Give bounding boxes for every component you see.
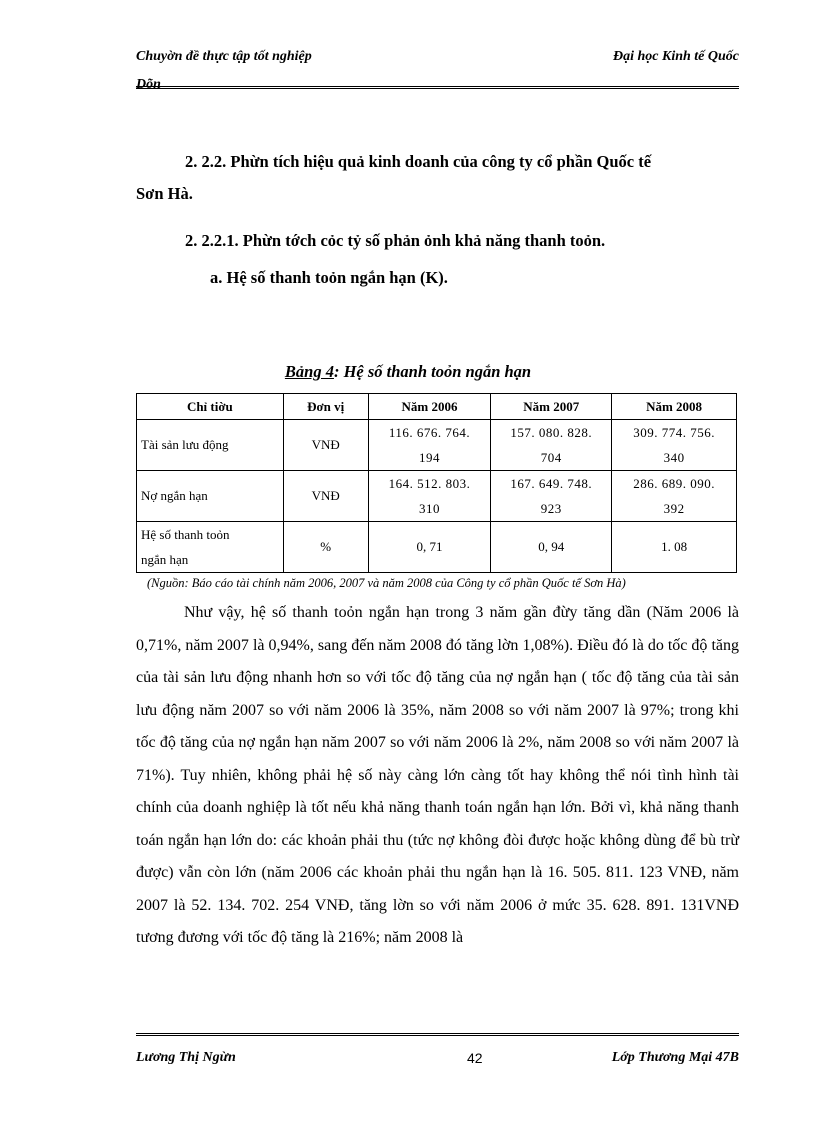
col-header-unit: Đơn vị <box>283 394 368 420</box>
table-caption-title: : Hệ số thanh toỏn ngắn hạn <box>333 362 532 381</box>
table-source-note: (Nguồn: Báo cáo tài chính năm 2006, 2007 và năm 2008 của Công ty cổ phần Quốc tế Sơn Hà) <box>147 576 626 590</box>
cell-2006: 116. 676. 764. 194 <box>368 420 491 471</box>
section-heading-2-2-2: 2. 2.2. Phừn tích hiệu quả kinh doanh của công ty cổ phần Quốc tế <box>185 152 652 171</box>
col-header-2007: Năm 2007 <box>491 394 612 420</box>
col-header-2006: Năm 2006 <box>368 394 491 420</box>
col-header-2008: Năm 2008 <box>612 394 737 420</box>
table-row <box>137 522 737 573</box>
cell-indicator: Hệ số thanh toỏn ngắn hạn <box>137 522 284 573</box>
cell-2007: 157. 080. 828. 704 <box>491 420 612 471</box>
footer-rule <box>136 1033 739 1036</box>
footer-class: Lớp Thương Mại 47B <box>611 1050 739 1065</box>
table-caption-label: Bảng 4 <box>284 362 334 381</box>
table-row <box>137 471 737 522</box>
cell-unit: VNĐ <box>283 471 368 522</box>
header-right: Đại học Kinh tế Quốc <box>612 49 739 64</box>
cell-unit: % <box>283 522 368 573</box>
cell-indicator: Tài sản lưu động <box>137 420 284 471</box>
table-row <box>137 420 737 471</box>
cell-2006: 0, 71 <box>368 522 491 573</box>
section-heading-2-2-2-1: 2. 2.2.1. Phừn tớch cỏc tỷ số phản ỏnh khả năng thanh toỏn. <box>185 231 606 250</box>
subsection-heading-a: a. Hệ số thanh toỏn ngắn hạn (K). <box>210 268 448 287</box>
table-caption <box>0 362 816 382</box>
header-left: Chuyờn đề thực tập tốt nghiệp <box>136 49 312 64</box>
ratio-table <box>136 393 737 573</box>
cell-2007: 0, 94 <box>491 522 612 573</box>
header-wrap: Dõn <box>136 77 161 92</box>
table-header-row <box>137 394 737 420</box>
footer-author: Lương Thị Ngừn <box>136 1050 236 1065</box>
page-number: 42 <box>467 1050 483 1066</box>
body-paragraph <box>136 597 739 955</box>
cell-2008: 309. 774. 756. 340 <box>612 420 737 471</box>
col-header-indicator: Chỉ tiờu <box>137 394 284 420</box>
section-heading-2-2-2-cont: Sơn Hà. <box>136 184 193 203</box>
cell-2006: 164. 512. 803. 310 <box>368 471 491 522</box>
cell-indicator: Nợ ngắn hạn <box>137 471 284 522</box>
cell-2007: 167. 649. 748. 923 <box>491 471 612 522</box>
cell-2008: 286. 689. 090. 392 <box>612 471 737 522</box>
body-paragraph-text: Như vậy, hệ số thanh toỏn ngắn hạn trong 3 năm gần đừy tăng dần (Năm 2006 là 0,71%, năm 2007 là 0,94%, sang đến năm 2008 đó tăng lờn 1,08%). Điều đó là do tốc độ tăng của tài sản lưu động nhanh hơn so với tốc độ tăng của nợ ngắn hạn ( tốc độ tăng của tài sản lưu động năm 2007 so với năm 2006 là 35%, năm 2008 so với năm 2007 là 97%; trong khi tốc độ tăng của nợ ngắn hạn năm 2007 so với năm 2006 là 2%, năm 2008 so với năm 2007 là 71%). Tuy nhiên, không phải hệ số này càng lớn càng tốt hay không thể nói tình hình tài chính của doanh nghiệp là tốt nếu khả năng thanh toán ngắn hạn lớn. Bởi vì, khả năng thanh toán ngắn hạn lớn do: các khoản phải thu (tức nợ không đòi được hoặc không dùng để bù trừ được) vẫn còn lớn (năm 2006 các khoản phải thu ngắn hạn là 16. 505. 811. 123 VNĐ, năm 2007 là 52. 134. 702. 254 VNĐ, tăng lờn so với năm 2006 ở mức 35. 628. 891. 131VNĐ tương đương với tốc độ tăng là 216%; năm 2008 là <box>136 604 739 946</box>
cell-2008: 1. 08 <box>612 522 737 573</box>
cell-unit: VNĐ <box>283 420 368 471</box>
header-rule <box>136 86 739 89</box>
